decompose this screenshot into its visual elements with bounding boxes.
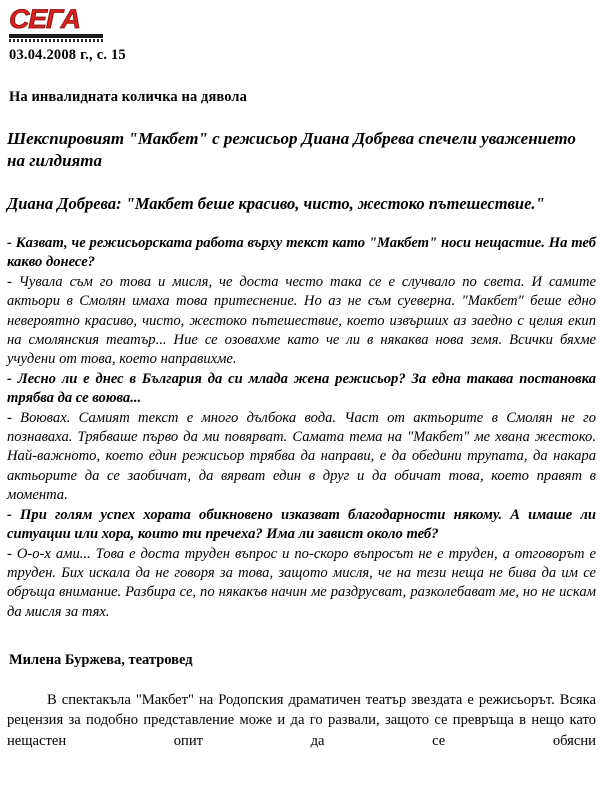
- logo-microtext-strip: [9, 39, 103, 42]
- article-kicker: На инвалидната количка на дявола: [9, 89, 247, 105]
- dateline: 03.04.2008 г., с. 15: [9, 47, 126, 63]
- logo-underline-bar: [9, 34, 103, 38]
- interview-question: - При голям успех хората обикновено изказват благодарности някому. А имаше ли ситуации или хора, които ти пречеха? Има ли завист около теб?: [7, 506, 596, 543]
- sega-logo-wordmark: СЕГА: [9, 4, 80, 34]
- review-body-text: В спектакъла "Макбет" на Родопския драматичен театър звездата е режисьорът. Всяка рецензия за подобно представление може и да го развали, защото се превръща в нещо като нещастен опит да се обясни: [7, 692, 596, 749]
- article-standfirst-quote: Диана Добрева: "Макбет беше красиво, чисто, жестоко пътешествие.": [7, 194, 545, 213]
- masthead: [9, 6, 105, 42]
- interview-answer: - Воювах. Самият текст е много дълбока вода. Част от актьорите в Смолян не го познаваха. Трябваше първо да ми повярват. Самата тема на "Макбет" ме хвана жестоко. Най-важното, което един режисьор трябва да направи, е да обедини трупата, да накара актьорите да се заобичат, да вярват един в друг и да обичат това, което правят в момента.: [7, 409, 596, 504]
- interview-answer: - О-о-х ами... Това е доста труден въпрос и по-скоро въпросът не е труден, а отговорът е труден. Бих искала да не говоря за това, защото мисля, че на тези неща не бива да им се обръща внимание. Разбира се, по някакъв начин ме раздрусват, разколебават ме, но не искам да мисля за тях.: [7, 545, 596, 620]
- article-deck-headline: Шекспировият "Макбет" с режисьор Диана Добрева спечели уважението на гилдията: [7, 129, 576, 170]
- interview-question: - Лесно ли е днес в България да си млада жена режисьор? За една такава постановка трябва да се воюва...: [7, 370, 596, 407]
- interview-answer: - Чувала съм го това и мисля, че доста често така се е случвало по света. И самите актьори в Смолян имаха това притеснение. Но аз не съм суеверна. "Макбет" беше едно невероятно красиво, чисто, жестоко пътешествие, което извърших аз заедно с целия екип на смолянския театър... Ние се озовахме като че ли в някаква нова земя. Всички бяхме учудени от това, което направихме.: [7, 273, 596, 368]
- interview-question: - Казват, че режисьорската работа върху текст като "Макбет" носи нещастие. На теб какво донесе?: [7, 235, 596, 271]
- review-byline: Милена Буржева, театровед: [9, 652, 193, 669]
- interview-block: [7, 234, 598, 622]
